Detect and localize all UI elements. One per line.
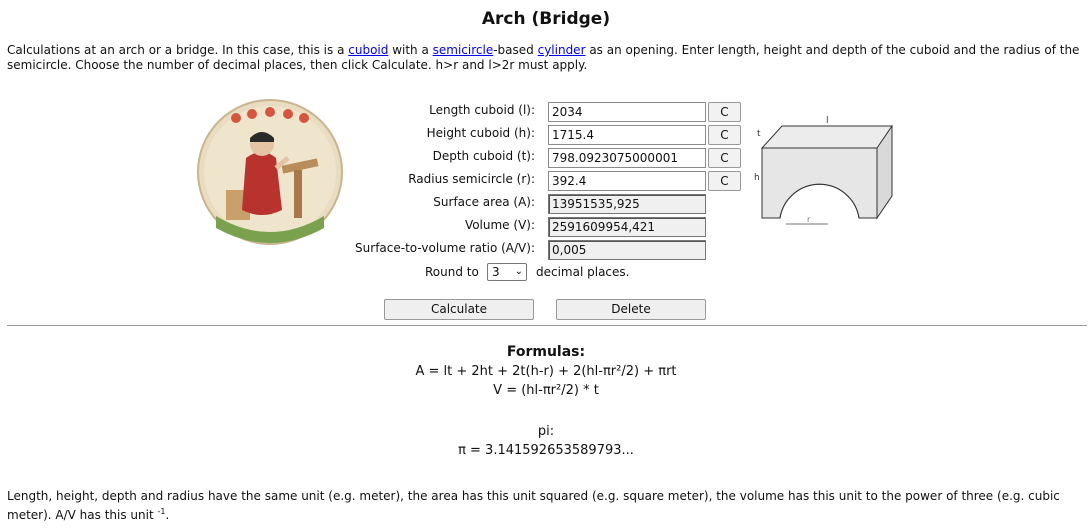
formulas-heading: Formulas: — [506, 344, 586, 360]
length-label: Length cuboid (l): — [429, 103, 535, 117]
diagram-label-l: l — [826, 116, 829, 126]
units-note-end: . — [165, 508, 170, 522]
depth-label: Depth cuboid (t): — [432, 149, 535, 163]
pi-heading: pi: — [537, 424, 555, 439]
units-note-text: Length, height, depth and radius have the same unit (e.g. meter), the area has this unit squared (e.g. square meter), the volume has this unit to the power of three (e.g. cubic meter). A/V has this unit — [7, 489, 1060, 522]
intro-text-4: as an opening. Enter length, height and depth of the cuboid and the radius of the — [585, 43, 1080, 57]
area-formula: A = lt + 2ht + 2t(h-r) + 2(hl-πr²/2) + πrt — [415, 364, 677, 379]
area-output[interactable]: 13951535,925 — [548, 194, 706, 214]
clear-depth-button[interactable]: C — [708, 148, 741, 168]
intro-text-2: with a — [388, 43, 433, 57]
clear-height-button[interactable]: C — [708, 125, 741, 145]
calculate-button[interactable]: Calculate — [384, 299, 534, 320]
scholar-portrait-image — [196, 98, 344, 246]
round-select[interactable] — [487, 263, 527, 281]
round-suffix: decimal places. — [536, 265, 630, 279]
ratio-output[interactable]: 0,005 — [548, 240, 706, 260]
round-select-value: 3 — [492, 265, 500, 279]
arch-diagram — [752, 112, 900, 232]
radius-input[interactable]: 392.4 — [548, 171, 706, 191]
volume-formula: V = (hl-πr²/2) * t — [493, 383, 599, 398]
cuboid-link[interactable]: cuboid — [348, 43, 389, 57]
semicircle-link[interactable]: semicircle — [432, 43, 494, 57]
volume-label: Volume (V): — [464, 218, 535, 232]
diagram-label-r: r — [807, 215, 811, 224]
divider — [7, 325, 1087, 326]
radius-label: Radius semicircle (r): — [408, 172, 535, 186]
area-label: Surface area (A): — [433, 195, 535, 209]
intro-text-3: -based — [493, 43, 538, 57]
round-label: Round to — [425, 265, 479, 279]
page-title: Arch (Bridge) — [481, 9, 611, 29]
cylinder-link[interactable]: cylinder — [537, 43, 586, 57]
delete-button[interactable]: Delete — [556, 299, 706, 320]
height-input[interactable]: 1715.4 — [548, 125, 706, 145]
depth-input[interactable]: 798.0923075000001 — [548, 148, 706, 168]
units-note-exponent: -1 — [157, 507, 166, 516]
intro-text-1: Calculations at an arch or a bridge. In this case, this is a — [7, 43, 349, 57]
chevron-down-icon: ⌄ — [514, 266, 523, 277]
length-input[interactable]: 2034 — [548, 102, 706, 122]
diagram-label-h: h — [754, 173, 760, 183]
intro-text — [7, 43, 1087, 73]
clear-radius-button[interactable]: C — [708, 171, 741, 191]
diagram-label-t: t — [757, 129, 761, 139]
ratio-label: Surface-to-volume ratio (A/V): — [355, 241, 535, 255]
units-note — [7, 488, 1089, 523]
intro-text-5: semicircle. Choose the number of decimal places, then click Calculate. h>r and l>2r must apply. — [7, 58, 588, 72]
height-label: Height cuboid (h): — [426, 126, 535, 140]
clear-length-button[interactable]: C — [708, 102, 741, 122]
volume-output[interactable]: 2591609954,421 — [548, 217, 706, 237]
pi-value: π = 3.141592653589793... — [458, 443, 634, 458]
